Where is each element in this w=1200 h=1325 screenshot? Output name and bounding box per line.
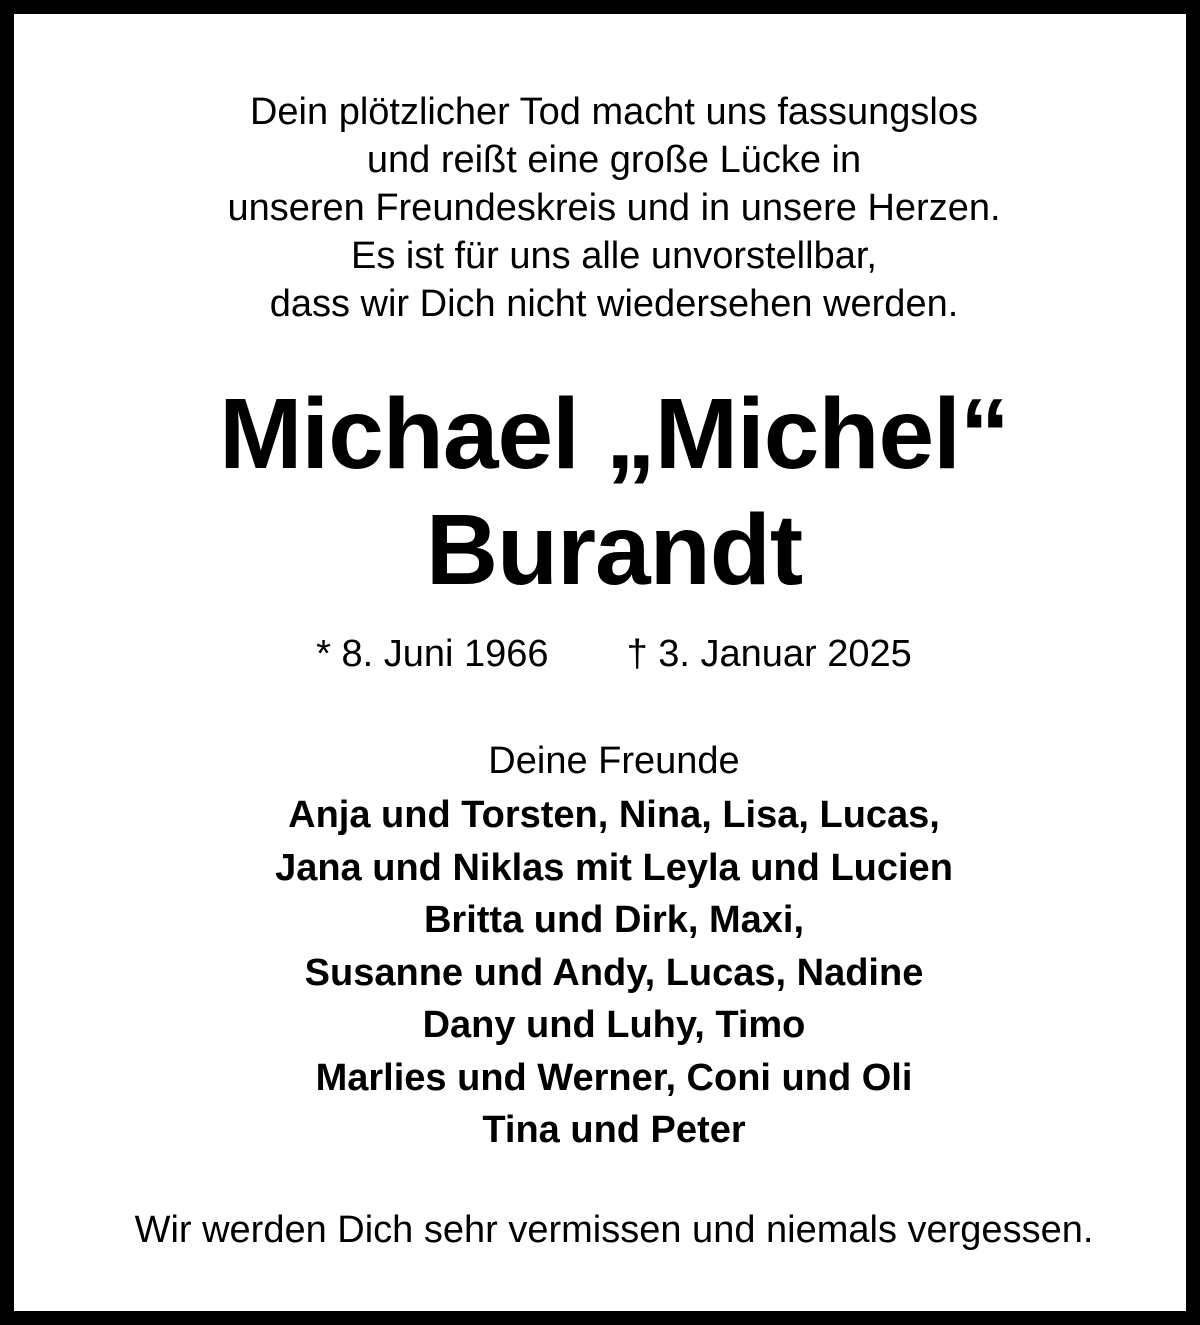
deceased-name [34, 376, 1194, 608]
birth-date: * 8. Juni 1966 [316, 633, 549, 675]
intro-poem [34, 88, 1194, 328]
death-date: † 3. Januar 2025 [626, 633, 912, 675]
intro-line: unseren Freundeskreis und in unsere Herzen. [227, 187, 1001, 229]
mourners-line: Marlies und Werner, Coni und Oli [315, 1056, 913, 1099]
mourners-line: Jana und Niklas mit Leyla und Lucien [275, 846, 953, 889]
intro-line: dass wir Dich nicht wiedersehen werden. [269, 283, 959, 325]
life-dates [34, 628, 1194, 680]
mourners-label: Deine Freunde [488, 740, 740, 782]
mourners-line: Susanne und Andy, Lucas, Nadine [304, 951, 924, 994]
mourners-line: Britta und Dirk, Maxi, [423, 899, 805, 941]
mourners-line: Tina und Peter [482, 1109, 746, 1151]
deceased-name-line2: Burandt [425, 494, 803, 606]
mourners-list [34, 789, 1194, 1157]
mourners-line: Dany und Luhy, Timo [422, 1004, 806, 1046]
closing-line: Wir werden Dich sehr vermissen und niemals vergessen. [134, 1209, 1094, 1251]
intro-line: Es ist für uns alle unvorstellbar, [351, 235, 877, 277]
mourners-line: Anja und Torsten, Nina, Lisa, Lucas, [288, 794, 940, 836]
intro-line: und reißt eine große Lücke in [366, 139, 862, 181]
intro-line: Dein plötzlicher Tod macht uns fassungslos [249, 91, 978, 133]
deceased-name-line1: Michael „Michel“ [219, 378, 1009, 490]
